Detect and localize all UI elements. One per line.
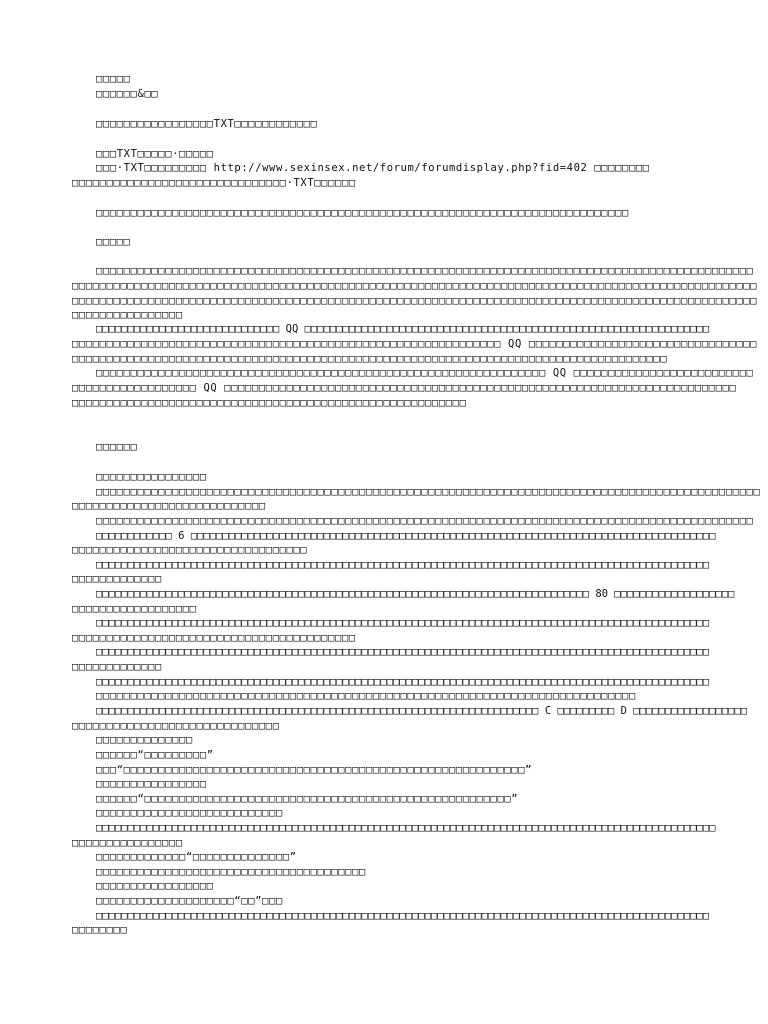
text-line: □□□□□□□□□□□□ 6 □□□□□□□□□□□□□□□□□□□□□□□□□□□□□□□□□□□□□□□□□□□□□□□□□□□□□□□□□□□□□□□□□□□□□□□□□□□□□□□□□□□ bbox=[96, 530, 716, 542]
text-line: □□□□□□□□□□□□□□□□□□□□□□□□□□□□□□□□□□□□□□□□□□□□□□□□□□□□□□□□□□□□□□□□□□□□□□□□□□□□□□□□□□□□□□□□□□□□□□□ bbox=[96, 265, 754, 277]
text-line: □□□□□□□□□□□□□□□□□TXT□□□□□□□□□□□□ bbox=[96, 118, 318, 130]
text-line: □□□□□□□□□□□□□□□□□□□□□□□□□□□□□□□·TXT□□□□□□ bbox=[72, 177, 356, 189]
text-line: □□□□□□□□ bbox=[72, 924, 128, 936]
text-line: □□□□□□□□□□□□□□□□□□□□“□□”□□□ bbox=[96, 895, 283, 907]
text-line: □□□□□ bbox=[96, 73, 131, 85]
text-line: □□□□□□“□□□□□□□□□” bbox=[96, 749, 214, 761]
text-line: □□□□□□□□□□□□□□ bbox=[96, 734, 193, 746]
text-line: □□□□□□□□□□□□□□□□□□□□□□□□□□□□□□□□□□□□□□□ bbox=[96, 866, 366, 878]
text-line: □□□□□□□□□□□□□□□□□□□□□□□□□□□□□□□□□□□□□□□□□□□□□□□□□□□□□□□□□□□□□□ QQ □□□□□□□□□□□□□□□□□□□□□□□□□□□□□□□□□ bbox=[72, 338, 758, 350]
text-line: □□□□□□□□□□□□□□□□□□□□□□□□□□□□□□□□□□□□□□□□□ bbox=[72, 632, 356, 644]
text-line: □□□□□□□□□□□□□□□□□□□□□□□□□□□□□□□□□□□□□□□□□□□□□□□□□□□□□□□□□□□□□□□□□□□□□□□□□□□□□□□□□□□□□□□□□□□□□□□□□□□ bbox=[72, 280, 758, 292]
text-line: □□□□□□□□□□□□□□□□□□□□□□□□□□□□□□□□□□□□□□□□□□□□□□□□□□□□□□□□□□□□□□□□□□□□□□□□□□□□□□□□□□□□□□□□□□□□□□□□□ bbox=[96, 676, 710, 688]
text-line: □□□□□□□□□□□□□□□□□□□□□□□□□□□□□□□□□□□□□□□□□□□□□□□□□□□□□□□□□□□□□□□□□□□□□□□□□□□□□□ 80 □□□□□□□□□□□□□□□□□□□ bbox=[96, 588, 735, 600]
text-line: □□□□□□□□□□□□□□□□□□□□□□□□□□□□□□□□□□□□□□□□□□□□□□□□□□□□□□□□□□□□□□□□□□□□□□□□□□□□□ bbox=[96, 207, 629, 219]
text-line: □□□·TXT□□□□□□□□□ http://www.sexinsex.net/forum/forumdisplay.php?fid=402 □□□□□□□□ bbox=[96, 162, 650, 174]
text-line: □□□□□□□□□□□□□□□□□□□□□□□□□□□□□□□□□□□□□□□□□□□□□□□□□□□□□□□□□□□□□□□□□□□□□□□□□□□□□□□□□□□□□□□□□□□□□□□□□ bbox=[96, 646, 710, 658]
text-line: □□□□□□□□□□□□□“□□□□□□□□□□□□□□” bbox=[96, 851, 297, 863]
text-line: □□□□□□□□□□□□□□□□ bbox=[72, 309, 183, 321]
text-line: □□□□□□□□□□□□□□□□□□□□□□□□□□□□□□ bbox=[72, 720, 280, 732]
text-line: □□□□□□ bbox=[96, 441, 138, 453]
text-line: □□□□□□□□□□□□□□□□□□□□□□□□□□□□□□□□□□□□□□□□□□□□□□□□□□□□□□□□□□□□□□□□□□□□□□□□□□□□□□□□□□□□□□□□□□□□□□□□□□□ bbox=[72, 295, 758, 307]
text-line: □□□□□□□□□□□□□□□□□□□□□□□□□□□□□□□□□□□□□□□□□□□□□□□□□□□□□□□□□□□□□□□□□ QQ □□□□□□□□□□□□□□□□□□□□□□□□□□ bbox=[96, 367, 754, 379]
text-line: □□□□□□□□□□□□□□□□□□□□□□□□□□□□□□□□□□□□□□□□□□□□□□□□□□□□□□□□□□□□□□□□□□□□□□ C □□□□□□□□□ D □□□□□□□□□□□□□□□□□□ bbox=[96, 705, 748, 717]
text-line: □□□□□□□□□□□□□□□□□□□□□□□□□□□□□ QQ □□□□□□□□□□□□□□□□□□□□□□□□□□□□□□□□□□□□□□□□□□□□□□□□□□□□□□□□□□□□□□□□ bbox=[96, 323, 710, 335]
text-line: □□□□□□□□□□□□□□□□ bbox=[96, 778, 207, 790]
text-line: □□□□□□□□□□□□□□□□□□ bbox=[72, 603, 197, 615]
text-line: □□□TXT□□□□□·□□□□□ bbox=[96, 148, 214, 160]
text-line: □□□□□□□□□□□□□□□□□□□□□□□□□□□□□□□□□□□□□□□□□□□□□□□□□□□□□□□□□□□□□□□□□□□□□□□□□□□□□□□□□□□□□□□□□□□□□□□□□ bbox=[96, 910, 710, 922]
text-line: □□□□□□□□□□□□□□□□□□□□□□□□□□□□□□□□□□□□□□□□□□□□□□□□□□□□□□□□□□□□□□□□□□□□□□□□□□□□□□ bbox=[96, 690, 636, 702]
text-line: □□□□□□□□□□□□□□□□□□□□□□□□□□□ bbox=[96, 807, 283, 819]
text-line: □□□□□□□□□□□□□□□□□□ QQ □□□□□□□□□□□□□□□□□□□□□□□□□□□□□□□□□□□□□□□□□□□□□□□□□□□□□□□□□□□□□□□□□□□□□□□□□□ bbox=[72, 382, 737, 394]
text-line: □□□□□□□□□□□□□□□□□□□□□□□□□□□□□□□□□□□□□□□□□□□□□□□□□□□□□□□□□□□□□□□□□□□□□□□□□□□□□□□□□□□□□□ bbox=[72, 353, 668, 365]
text-line: □□□□□ bbox=[96, 236, 131, 248]
text-line: □□□□□□□□□□□□□□□□□□□□□□□□□□□□□□□□□□□□□□□□□□□□□□□□□□□□□□□□□ bbox=[72, 397, 467, 409]
text-line: □□□□□□□□□□□□□□□□ bbox=[72, 837, 183, 849]
text-line: □□□□□□□□□□□□□□□□□□□□□□□□□□□□□□□□□□□□□□□□□□□□□□□□□□□□□□□□□□□□□□□□□□□□□□□□□□□□□□□□□□□□□□□□□□□□□□□ bbox=[96, 515, 754, 527]
text-line: □□□□□□□□□□□□□□□□□□□□□□□□□□□□□□□□□□□□□□□□□□□□□□□□□□□□□□□□□□□□□□□□□□□□□□□□□□□□□□□□□□□□□□□□□□□□□□□□□ bbox=[96, 617, 710, 629]
text-line: □□□“□□□□□□□□□□□□□□□□□□□□□□□□□□□□□□□□□□□□□□□□□□□□□□□□□□□□□□□□□□” bbox=[96, 764, 533, 776]
text-line: □□□□□□□□□□□□□□□□ bbox=[96, 471, 207, 483]
text-line: □□□□□□“□□□□□□□□□□□□□□□□□□□□□□□□□□□□□□□□□□□□□□□□□□□□□□□□□□□□□” bbox=[96, 793, 519, 805]
text-line: □□□□□□□□□□□□□ bbox=[72, 573, 162, 585]
text-line: □□□□□□□□□□□□□□□□□□□□□□□□□□□□□□□□□□□□□□□□□□□□□□□□□□□□□□□□□□□□□□□□□□□□□□□□□□□□□□□□□□□□□□□□□□□□□□□□ bbox=[96, 486, 761, 498]
text-line: □□□□□□□□□□□□□□□□□□□□□□□□□□□□□□□□□□□□□□□□□□□□□□□□□□□□□□□□□□□□□□□□□□□□□□□□□□□□□□□□□□□□□□□□□□□□□□□□□□ bbox=[96, 822, 716, 834]
text-line: □□□□□□□□□□□□□□□□□□□□□□□□□□□□□□□□□□□□□□□□□□□□□□□□□□□□□□□□□□□□□□□□□□□□□□□□□□□□□□□□□□□□□□□□□□□□□□□□□ bbox=[96, 559, 710, 571]
text-line: □□□□□□□□□□□□□□□□□ bbox=[96, 880, 214, 892]
text-line: □□□□□□□□□□□□□□□□□□□□□□□□□□□□□□□□□□ bbox=[72, 544, 308, 556]
text-line: □□□□□□□□□□□□□□□□□□□□□□□□□□□□ bbox=[72, 500, 266, 512]
text-line: □□□□□□□□□□□□□ bbox=[72, 661, 162, 673]
text-line: □□□□□□&□□ bbox=[96, 88, 159, 100]
